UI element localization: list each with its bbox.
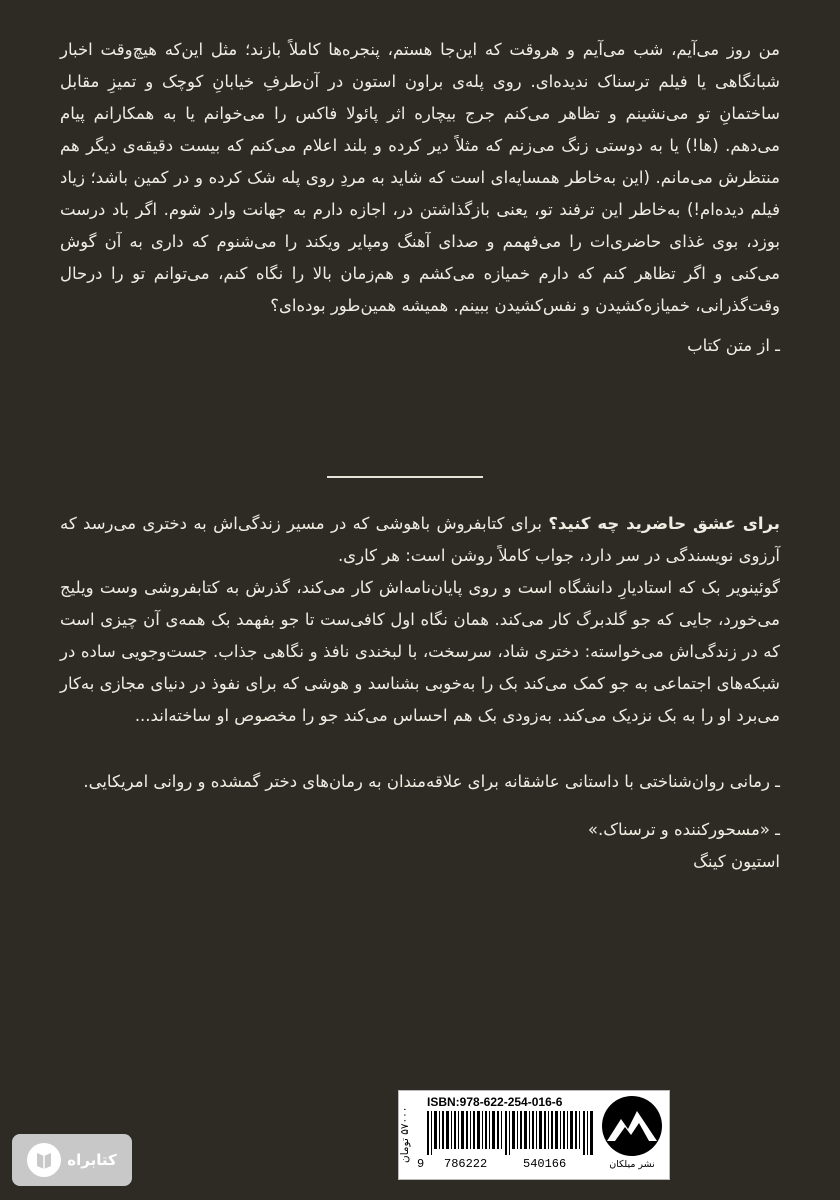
blurb-lead-bold: برای عشق حاضرید چه کنید؟ — [548, 514, 780, 533]
publisher-logo — [599, 1095, 665, 1175]
barcode-panel — [398, 1090, 670, 1180]
book-icon — [27, 1143, 61, 1177]
blurb-tagline: ـ رمانی روان‌شناختی با داستانی عاشقانه برای علاقه‌مندان به رمان‌های دختر گمشده و روانی امریکایی. — [83, 772, 780, 791]
book-blurb — [60, 508, 780, 878]
publisher-name: نشر میلکان — [609, 1159, 655, 1170]
blurb-body: گوئینویر بک که استادیارِ دانشگاه است و روی پایان‌نامه‌اش کار می‌کند، گذرش به کتابفروشی وست ویلیج می‌خورد، جایی که جو گلدبرگ کار می‌کند. همان نگاه اول کافی‌ست تا جو بفهمد بک همه‌ی آن چیزی است که در زندگی‌اش می‌خواسته: دختری شاد، سرسخت، با لبخندی نافذ و نگاهی جذاب. جست‌وجویی ساده در شبکه‌های اجتماعی به جو کمک می‌کند بک را به‌خوبی بشناسد و هوشی که برای نفوذ در دنیای مجازی به‌کار می‌برد او را به بک نزدیک می‌کند. به‌زودی بک هم احساس می‌کند جو را مخصوص او ساخته‌اند... — [60, 578, 780, 725]
blurb-quote: ـ «مسحورکننده و ترسناک.» — [587, 820, 780, 839]
section-divider — [327, 476, 483, 478]
book-excerpt — [60, 34, 780, 362]
barcode-icon — [427, 1111, 593, 1155]
barcode-digits-mid: 786222 — [444, 1157, 488, 1171]
price-label: ۵۷۰۰۰ تومان — [399, 1106, 411, 1164]
watermark-text: کتابراه — [67, 1151, 117, 1169]
isbn-label: ISBN:978-622-254-016-6 — [427, 1095, 563, 1109]
mountain-icon — [601, 1095, 663, 1157]
blurb-lead-rest: برای کتابفروش باهوشی که در مسیر زندگی‌اش به دختری می‌رسد که آرزوی نویسندگی در سر دارد، جواب کاملاً روشن است: هر کاری. — [60, 514, 780, 565]
excerpt-attribution: ـ از متن کتاب — [687, 336, 780, 355]
barcode-digits-right: 540166 — [523, 1157, 567, 1171]
ketabrah-watermark-logo — [12, 1134, 132, 1186]
barcode-digit-left: 9 — [417, 1157, 425, 1171]
blurb-lead — [60, 508, 780, 572]
excerpt-text: من روز می‌آیم، شب می‌آیم و هروقت که این‌جا هستم، پنجره‌ها کاملاً بازند؛ مثل این‌که هیچ‌وقت اخبار شبانگاهی یا فیلم ترسناک ندیده‌ای. روی پله‌ی براون استون در آن‌طرفِ خیابانِ کوچک و تمیزِ مقابل ساختمانِ تو می‌نشینم و تظاهر می‌کنم جرج بیچاره اثر پائولا فاکس را می‌خوانم یا به همکارانم پیام می‌دهم. (ها!) یا به دوستی زنگ می‌زنم که مثلاً دیر کرده و بلند اعلام می‌کنم که بیست دقیقه‌ی دیگر هم منتظرش می‌مانم. (این به‌خاطر همسایه‌ای است که شاید به مردِ روی پله شک کرده و در کمین باشد؛ زیاد فیلم دیده‌ام!) به‌خاطر این ترفند تو، یعنی بازگذاشتن در، اجازه دارم به جهانت وارد شوم. اگر باد درست بوزد، بوی غذای حاضری‌ات را می‌فهمم و صدای آهنگ ومپایر ویکند را می‌شنوم که داری به آن گوش می‌کنی و اگر تظاهر کنم که دارم خمیازه می‌کشم و هم‌زمان بالا را نگاه کنم، می‌توانم تو را درحال وقت‌گذرانی، خمیازه‌کشیدن و نفس‌کشیدن ببینم. همیشه همین‌طور بوده‌ای؟ — [60, 40, 780, 315]
blurb-quote-author: استیون کینگ — [693, 852, 780, 871]
